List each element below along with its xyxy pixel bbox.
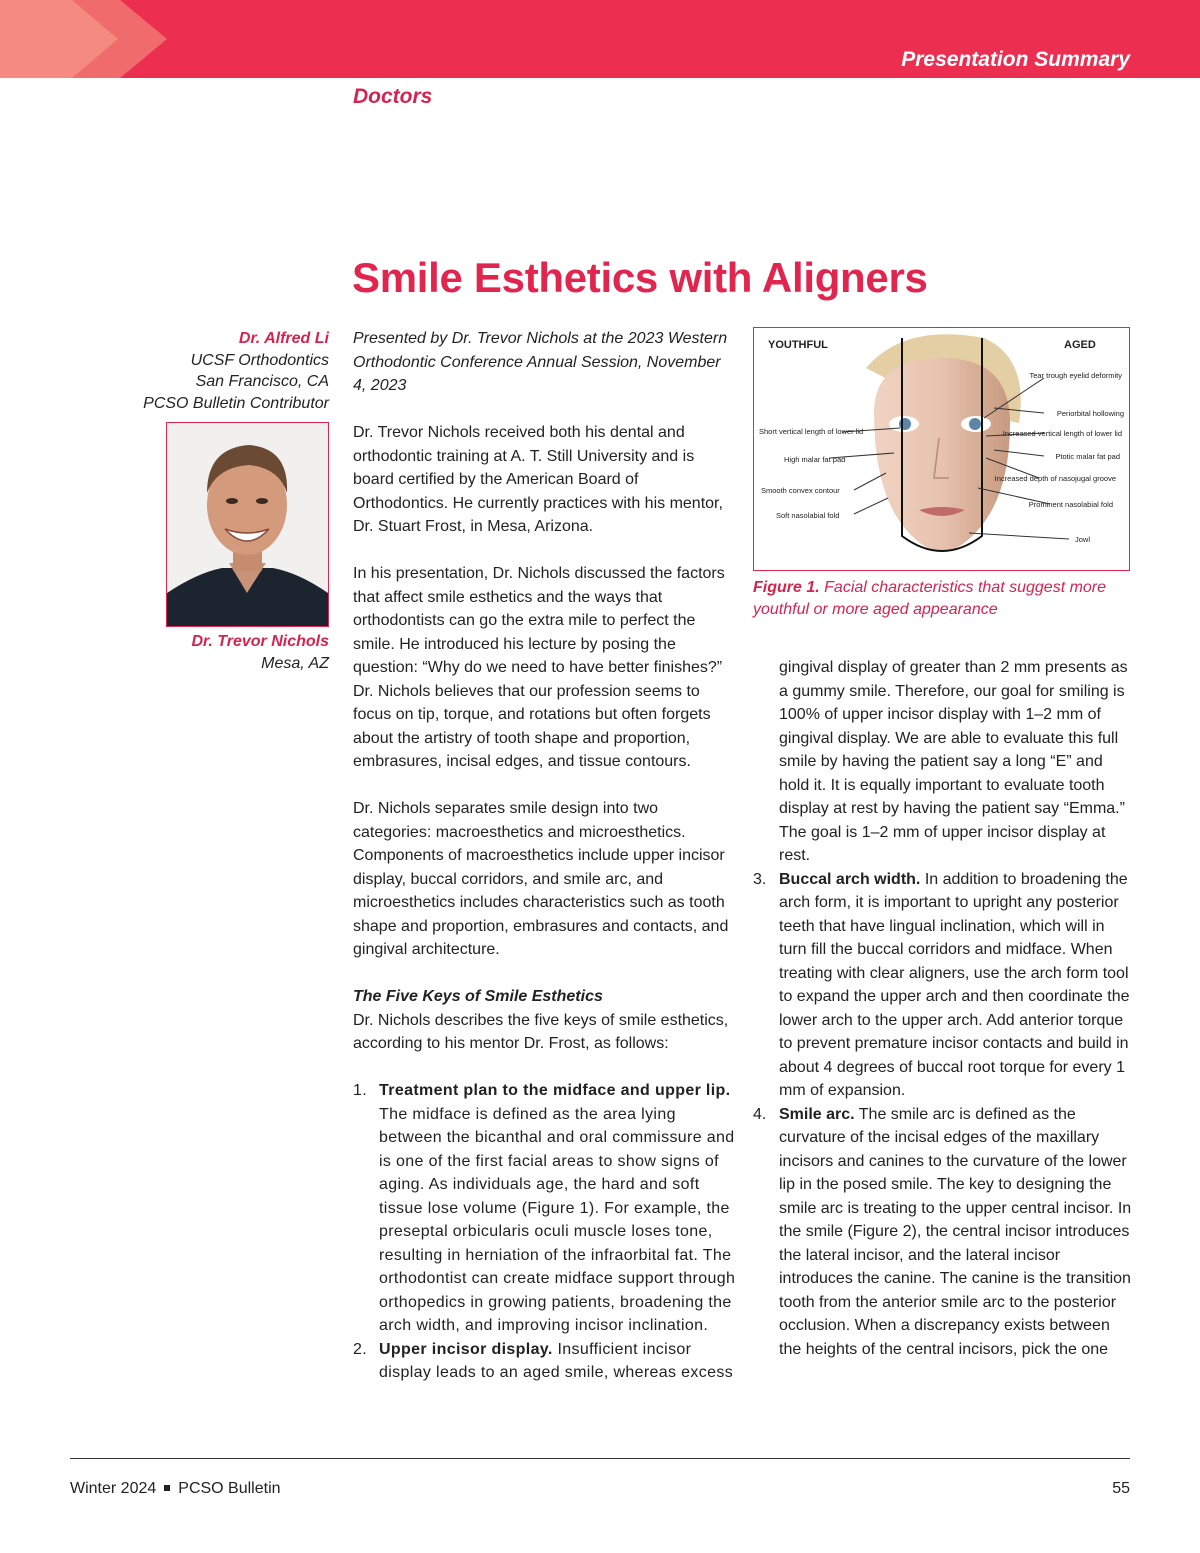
list-number: 4. (753, 1105, 767, 1123)
figure-label: Ptotic malar fat pad (1055, 452, 1120, 461)
keys-list-continued (753, 868, 1133, 1362)
presenter-photo (166, 422, 329, 627)
figure-caption (753, 577, 1133, 620)
figure-label: Short vertical length of lower lid (759, 427, 864, 436)
face-diagram (754, 328, 1129, 570)
column-left (353, 327, 738, 1385)
figure-label: Smooth convex contour (761, 486, 840, 495)
list-item (753, 868, 1133, 1103)
figure-label: Increased depth of nasojugal groove (994, 474, 1116, 483)
footer-issue-date: Winter 2024 (70, 1480, 157, 1497)
header-band (0, 0, 1200, 78)
figure-1 (753, 327, 1130, 571)
author-location: San Francisco, CA (195, 373, 329, 390)
figure-label: Increased vertical length of lower lid (1002, 429, 1122, 438)
list-item (353, 1338, 738, 1385)
list-item-continued: gingival display of greater than 2 mm presents as a gummy smile. Therefore, our goal for smiling is 100% of upper incisor display with 1–2 mm of gingival display. We are able to evaluate this full smile by having the patient say a long “E” and hold it. It is equally important to evaluate tooth display at rest by having the patient say “Emma.” The goal is 1–2 mm of upper incisor display at rest. (779, 659, 1128, 864)
page-number: 55 (1112, 1480, 1130, 1497)
list-item (753, 1103, 1133, 1362)
footer-issue (70, 1480, 281, 1498)
figure-label: Periorbital hollowing (1056, 409, 1124, 418)
department-label: Doctors (353, 85, 433, 108)
paragraph: Dr. Trevor Nichols received both his dental and orthodontic training at A. T. Still University and is board certified by the American Board of Orthodontics. He currently practices with his mentor, Dr. Stuart Frost, in Mesa, Arizona. (353, 424, 723, 535)
list-item-text: The smile arc is defined as the curvature of the incisal edges of the maxillary incisors and canines to the curvature of the lower lip in the posed smile. The key to designing the smile arc is treating to the upper central incisor. In the smile (Figure 2), the central incisor introduces the lateral incisor, and the lateral incisor introduces the canine. The canine is the transition tooth from the anterior smile arc to the posterior occlusion. When a discrepancy exists between the heights of the central incisors, pick the one (779, 1105, 1132, 1358)
presenter-name: Dr. Trevor Nichols (191, 633, 329, 650)
section-label: Presentation Summary (901, 48, 1130, 71)
list-number: 2. (353, 1340, 368, 1358)
list-item-text: In addition to broadening the arch form, it is important to upright any posterior teeth that have lingual inclination, which will in turn fill the buccal corridors and midface. When treating with clear aligners, use the arch form tool to expand the upper arch and then coordinate the lower arch to the upper arch. Add anterior torque to prevent premature incisor contacts and build in about 4 degrees of buccal root torque for every 1 mm of expansion. (779, 870, 1130, 1099)
presentation-intro: Presented by Dr. Trevor Nichols at the 2023 Western Orthodontic Conference Annual Session, November 4, 2023 (353, 330, 728, 394)
list-item-title: Upper incisor display. (379, 1340, 553, 1358)
article-title: Smile Esthetics with Aligners (352, 254, 928, 301)
figure-label: Tear trough eyelid deformity (1029, 371, 1122, 380)
list-item-title: Smile arc. (779, 1105, 855, 1123)
footer-publication: PCSO Bulletin (178, 1480, 281, 1497)
list-item (353, 1079, 738, 1338)
paragraph: Dr. Nichols separates smile design into two categories: macroesthetics and microesthetics. Components of macroesthetics include upper incisor display, buccal corridors, and smile arc, and microesthetics includes characteristics such as tooth shape and proportion, embrasures and contacts, and gingival architecture. (353, 800, 729, 958)
list-number: 1. (353, 1082, 368, 1099)
list-item-text: The midface is defined as the area lying between the bicanthal and oral commissure and is one of the first facial areas to show signs of aging. As individuals age, the hard and soft tissue lose volume (Figure 1). For example, the preseptal orbicularis oculi muscle loses tone, resulting in herniation of the infraorbital fat. The orthodontist can create midface support through orthopedics in growing patients, broadening the arch width, and improving incisor inclination. (379, 1105, 736, 1334)
figure-header-right: AGED (1064, 339, 1096, 351)
presenter-info (60, 631, 329, 674)
caption-label: Figure 1. (753, 579, 820, 596)
column-right (753, 656, 1133, 1361)
author-info (60, 328, 329, 414)
figure-label: Soft nasolabial fold (776, 511, 840, 520)
author-name: Dr. Alfred Li (238, 330, 329, 347)
caption-text: Facial characteristics that suggest more youthful or more aged appearance (753, 579, 1107, 618)
list-item-text: Insufficient incisor display leads to an aged smile, whereas excess (379, 1340, 734, 1381)
presenter-location: Mesa, AZ (261, 654, 329, 672)
author-affiliation: UCSF Orthodontics (190, 351, 329, 369)
figure-label: Jowl (1074, 535, 1090, 544)
footer-rule (70, 1458, 1130, 1459)
keys-list (353, 1079, 738, 1385)
list-number: 3. (753, 870, 767, 888)
figure-header-left: YOUTHFUL (768, 339, 828, 351)
bullet-square-icon (164, 1485, 170, 1491)
chevron-decoration (0, 0, 200, 78)
author-role: PCSO Bulletin Contributor (143, 394, 329, 412)
paragraph: In his presentation, Dr. Nichols discussed the factors that affect smile esthetics and the ways that orthodontists can go the extra mile to perfect the smile. He introduced his lecture by posing the question: “Why do we need to have better finishes?” Dr. Nichols believes that our profession seems to focus on tip, torque, and rotations but often forgets about the artistry of tooth shape and proportion, embrasures, incisal edges, and tissue contours. (353, 565, 725, 770)
list-item-title: Buccal arch width. (779, 870, 921, 888)
figure-label: Prominent nasolabial fold (1028, 500, 1113, 509)
figure-label: High malar fat pad (784, 455, 846, 464)
paragraph: Dr. Nichols describes the five keys of smile esthetics, according to his mentor Dr. Frost, as follows: (353, 1011, 729, 1052)
list-item-title: Treatment plan to the midface and upper lip. (379, 1082, 731, 1099)
section-heading: The Five Keys of Smile Esthetics (353, 988, 603, 1005)
